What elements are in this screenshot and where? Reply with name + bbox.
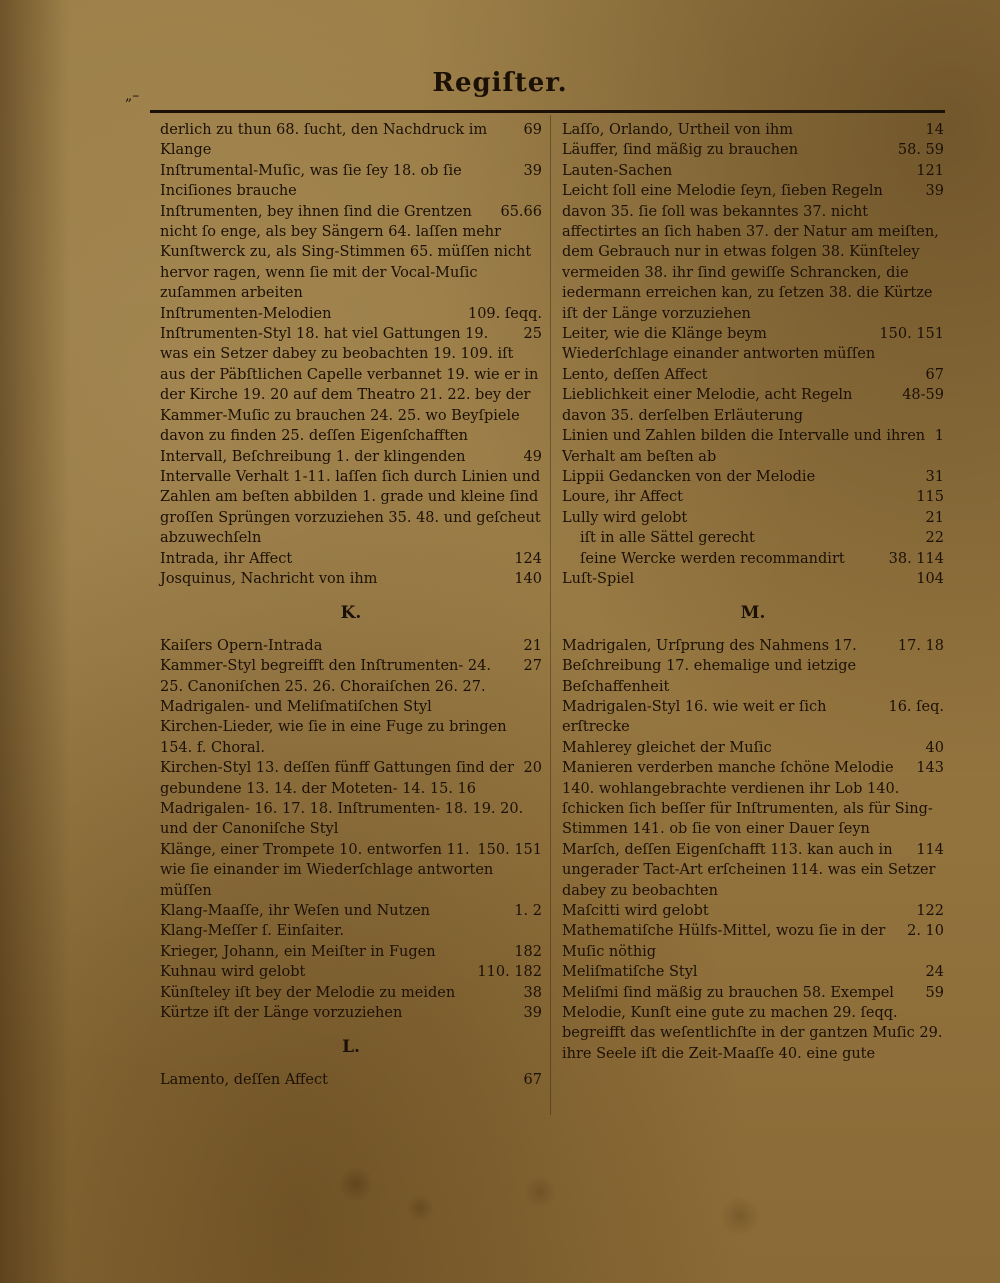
entry-text: Manieren verderben manche ſchöne Melodie 140. wohlangebrachte verdienen ihr Lob 140. ſchicken ſich beſſer für Inſtrumenten, als für Sing-Stimmen 141. ob ſie von einer Dauer ſeyn bbox=[562, 760, 933, 838]
entry-text: Josquinus, Nachricht von ihm bbox=[160, 570, 378, 587]
entry-text: Marſch, deſſen Eigenſchafft 113. kan auch in ungerader Tact-Art erſcheinen 114. was ein Setzer dabey zu beobachten bbox=[562, 841, 936, 899]
letter-heading-m: M. bbox=[740, 603, 766, 624]
index-entry bbox=[562, 738, 944, 758]
page-reference: 122 bbox=[916, 903, 944, 920]
index-entry bbox=[562, 528, 944, 548]
index-entry bbox=[562, 467, 944, 487]
index-entry bbox=[562, 983, 944, 1003]
page-reference: 65.66 bbox=[500, 203, 542, 220]
index-entry bbox=[160, 549, 542, 569]
entry-text: Kaiſers Opern-Intrada bbox=[160, 637, 323, 654]
page-reference: 49 bbox=[523, 448, 542, 465]
index-entry bbox=[562, 365, 944, 385]
index-entry bbox=[562, 636, 944, 697]
entry-text: Krieger, Johann, ein Meiſter in Fugen bbox=[160, 943, 436, 960]
page-reference: 104 bbox=[916, 570, 944, 587]
index-entry bbox=[562, 161, 944, 181]
entry-text: Künſteley iſt bey der Melodie zu meiden bbox=[160, 984, 456, 1001]
page-reference: 38. 114 bbox=[888, 550, 944, 567]
page-reference: 115 bbox=[916, 489, 944, 506]
entry-text: derlich zu thun 68. ſucht, den Nachdruck im Klange bbox=[160, 122, 488, 159]
page-reference: 2. 10 bbox=[907, 923, 944, 940]
index-entry bbox=[562, 840, 944, 901]
entry-text: Klänge, einer Trompete 10. entworfen 11. wie ſie einander im Wiederſchlage antworten müſſen bbox=[160, 841, 494, 899]
index-entry bbox=[160, 324, 542, 446]
page-reference: 124 bbox=[514, 550, 542, 567]
entry-text: Läuffer, ſind mäßig zu brauchen bbox=[562, 142, 799, 159]
index-entry bbox=[160, 304, 542, 324]
page-reference: 143 bbox=[916, 760, 944, 777]
entry-text: Kammer-Styl begreifft den Inſtrumenten- 24. 25. Canoniſchen 25. 26. Choraiſchen 26. 27. Madrigalen- und Meliſmatiſchen Styl bbox=[160, 658, 491, 715]
index-entry bbox=[562, 549, 944, 569]
index-entry bbox=[160, 656, 542, 717]
index-entry bbox=[562, 181, 944, 324]
column-separator bbox=[550, 115, 551, 1115]
entry-text: Inſtrumenten-Melodien bbox=[160, 305, 332, 322]
right-column bbox=[562, 120, 944, 1064]
header-rule bbox=[150, 110, 945, 113]
page-reference: 58. 59 bbox=[897, 142, 944, 159]
index-entry bbox=[562, 697, 944, 738]
index-entry bbox=[562, 1003, 944, 1064]
letter-heading-l: L. bbox=[342, 1037, 360, 1058]
entry-text: Leiter, wie die Klänge beym Wiederſchlage einander antworten müſſen bbox=[562, 326, 876, 363]
entry-text: Lamento, deſſen Affect bbox=[160, 1071, 328, 1088]
index-entry bbox=[160, 758, 542, 840]
page-reference: 67 bbox=[925, 366, 944, 383]
index-block-m bbox=[562, 636, 944, 1065]
index-entry bbox=[160, 962, 542, 982]
index-entry bbox=[160, 983, 542, 1003]
page-title: Regiſter. bbox=[432, 68, 568, 98]
page-reference: 20 bbox=[523, 760, 542, 777]
entry-text: Intrada, ihr Affect bbox=[160, 550, 293, 567]
page-reference: 39 bbox=[523, 162, 542, 179]
entry-text: iſt in alle Sättel gerecht bbox=[580, 530, 755, 547]
page-reference: 25 bbox=[523, 326, 542, 343]
page-reference: 22 bbox=[925, 530, 944, 547]
index-entry bbox=[562, 962, 944, 982]
page-reference: 21 bbox=[925, 509, 944, 526]
entry-text: Mahlerey gleichet der Muſic bbox=[562, 739, 772, 756]
page-reference: 39 bbox=[925, 183, 944, 200]
entry-text: Leicht ſoll eine Melodie ſeyn, ſieben Regeln davon 35. ſie ſoll was bekanntes 37. nicht affectirtes an ſich haben 37. der Natur am meiſten, dem Gebrauch nur in etwas folgen 38. Künſteley vermeiden 38. ihr ſind gewiſſe Schrancken, die iedermann erreichen kan, zu ſetzen 38. die Kürtze iſt der Länge vorzuziehen bbox=[562, 183, 939, 322]
page-reference: 59 bbox=[925, 984, 944, 1001]
index-entry bbox=[160, 636, 542, 656]
entry-text: Linien und Zahlen bilden die Intervalle und ihren Verhalt am beſten ab bbox=[562, 428, 926, 465]
index-entry bbox=[160, 161, 542, 202]
index-entry bbox=[562, 426, 944, 467]
page-reference: 21 bbox=[523, 637, 542, 654]
index-entry bbox=[562, 921, 944, 962]
entry-text: Meliſmatiſche Styl bbox=[562, 964, 698, 981]
entry-text: Kirchen-Styl 13. deſſen fünff Gattungen ſind der gebundene 13. 14. der Moteten- 14. 15. 16 Madrigalen- 16. 17. 18. Inſtrumenten- 18. 19. 20. und der Canoniſche Styl bbox=[160, 760, 524, 838]
index-entry bbox=[160, 942, 542, 962]
entry-text: Lippii Gedancken von der Melodie bbox=[562, 468, 816, 485]
page-reference: 1 bbox=[934, 428, 944, 445]
page-reference: 109. ſeqq. bbox=[467, 305, 542, 322]
page-reference: 40 bbox=[925, 739, 944, 756]
page-reference: 140 bbox=[514, 570, 542, 587]
entry-text: Maſcitti wird gelobt bbox=[562, 903, 709, 920]
index-entry bbox=[160, 569, 542, 589]
entry-text: Meliſmi ſind mäßig zu brauchen 58. Exempel bbox=[562, 984, 894, 1001]
index-entry bbox=[160, 840, 542, 901]
index-entry bbox=[562, 385, 944, 426]
entry-text: Madrigalen, Urſprung des Nahmens 17. Beſchreibung 17. ehemalige und ietzige Beſchaffenheit bbox=[562, 637, 857, 695]
index-entry bbox=[160, 202, 542, 304]
entry-text: Inſtrumenten, bey ihnen ſind die Grentzen nicht ſo enge, als bey Sängern 64. laſſen mehr Kunſtwerck zu, als Sing-Stimmen 65. müſſen nicht hervor ragen, wenn ſie mit der Vocal-Muſic zuſammen arbeiten bbox=[160, 203, 532, 302]
index-entry bbox=[562, 140, 944, 160]
index-entry bbox=[562, 324, 944, 365]
page-reference: 121 bbox=[916, 162, 944, 179]
letter-heading-k: K. bbox=[340, 603, 362, 624]
entry-text: Melodie, Kunſt eine gute zu machen 29. ſeqq. begreifft das weſentlichſte in der gantzen Muſic 29. ihre Seele iſt die Zeit-Maaſſe 40. eine gute bbox=[562, 1005, 943, 1062]
entry-text: Lento, deſſen Affect bbox=[562, 366, 708, 383]
entry-text: Lieblichkeit einer Melodie, acht Regeln davon 35. derſelben Erläuterung bbox=[562, 387, 853, 424]
entry-text: Mathematiſche Hülfs-Mittel, wozu ſie in der Muſic nöthig bbox=[562, 923, 886, 960]
index-block-l-cont bbox=[562, 120, 944, 589]
page-reference: 38 bbox=[523, 984, 542, 1001]
index-entry bbox=[160, 901, 542, 921]
binding-shadow bbox=[0, 0, 70, 1283]
entry-text: Loure, ihr Affect bbox=[562, 489, 683, 506]
index-entry bbox=[562, 901, 944, 921]
index-entry bbox=[160, 447, 542, 549]
entry-text: Intervall, Beſchreibung 1. der klingenden Intervalle Verhalt 1-11. laſſen ſich durch Linien und Zahlen am beſten abbilden 1. grade und kleine ſind groſſen Sprüngen vorzuziehen 35. 48. und geſcheut abzuwechſeln bbox=[160, 448, 541, 547]
index-entry bbox=[160, 1003, 542, 1023]
entry-text: Madrigalen-Styl 16. wie weit er ſich erſtrecke bbox=[562, 698, 827, 736]
entry-text: Laſſo, Orlando, Urtheil von ihm bbox=[562, 122, 794, 138]
page-reference: 114 bbox=[916, 841, 944, 858]
page-reference: 27 bbox=[523, 658, 542, 675]
page-reference: 150. 151 bbox=[477, 841, 542, 858]
page-reference: 16. ſeq. bbox=[888, 698, 944, 715]
entry-text: Klang-Maaſſe, ihr Weſen und Nutzen bbox=[160, 903, 430, 920]
index-block-i bbox=[160, 120, 542, 589]
entry-text: Kirchen-Lieder, wie ſie in eine Fuge zu bringen 154. f. Choral. bbox=[160, 719, 507, 756]
page-reference: 31 bbox=[925, 468, 944, 485]
index-block-l bbox=[160, 1070, 542, 1090]
page-reference: 150. 151 bbox=[879, 326, 944, 343]
left-column bbox=[160, 120, 542, 1090]
index-entry bbox=[562, 120, 944, 140]
page-reference: 14 bbox=[925, 122, 944, 138]
index-block-k bbox=[160, 636, 542, 1024]
entry-text: Lauten-Sachen bbox=[562, 162, 673, 179]
corner-mark: „– bbox=[125, 88, 140, 104]
index-entry bbox=[562, 758, 944, 840]
page-reference: 182 bbox=[514, 943, 542, 960]
entry-text: Kuhnau wird gelobt bbox=[160, 964, 306, 981]
page-reference: 17. 18 bbox=[897, 637, 944, 654]
page-reference: 1. 2 bbox=[514, 903, 542, 920]
index-entry bbox=[562, 487, 944, 507]
page-reference: 69 bbox=[523, 122, 542, 138]
entry-text: Kürtze iſt der Länge vorzuziehen bbox=[160, 1005, 403, 1022]
index-entry bbox=[562, 508, 944, 528]
entry-text: Klang-Meſſer ſ. Einſaiter. bbox=[160, 923, 345, 940]
index-entry bbox=[160, 717, 542, 758]
entry-text: Inſtrumental-Muſic, was ſie ſey 18. ob ſie Inciſiones brauche bbox=[160, 162, 462, 200]
index-entry bbox=[562, 569, 944, 589]
index-entry bbox=[160, 1070, 542, 1090]
page-reference: 24 bbox=[925, 964, 944, 981]
entry-text: Inſtrumenten-Styl 18. hat viel Gattungen 19. was ein Setzer dabey zu beobachten 19. 109. iſt aus der Päbſtlichen Capelle verbannet 19. wie er in der Kirche 19. 20 auf dem Theatro 21. 22. bey der Kammer-Muſic zu brauchen 24. 25. wo Beyſpiele davon zu finden 25. deſſen Eigenſchafften bbox=[160, 326, 539, 445]
index-entry bbox=[160, 921, 542, 941]
page-reference: 67 bbox=[523, 1071, 542, 1088]
page-reference: 39 bbox=[523, 1005, 542, 1022]
index-entry bbox=[160, 120, 542, 161]
page-reference: 110. 182 bbox=[477, 964, 542, 981]
entry-text: Lully wird gelobt bbox=[562, 509, 688, 526]
page-reference: 48-59 bbox=[902, 387, 944, 404]
entry-text: Luſt-Spiel bbox=[562, 570, 635, 587]
foxing-stains bbox=[100, 1120, 900, 1280]
entry-text: ſeine Wercke werden recommandirt bbox=[580, 550, 845, 567]
